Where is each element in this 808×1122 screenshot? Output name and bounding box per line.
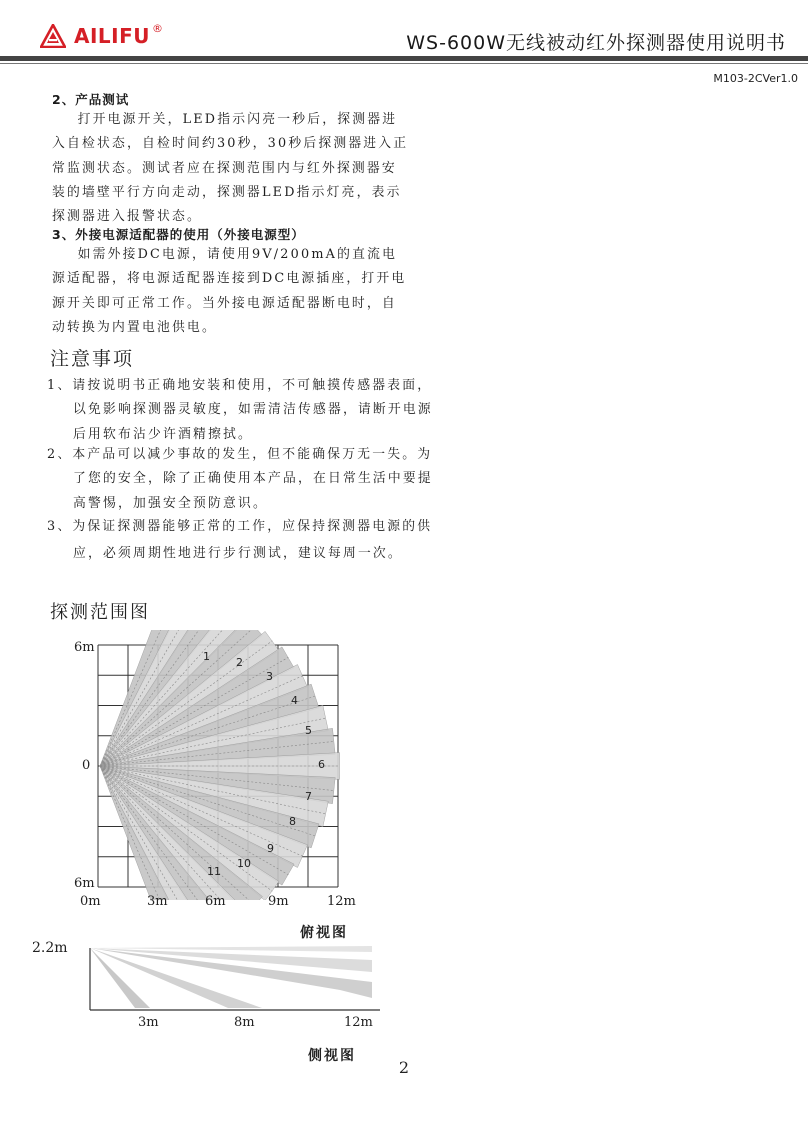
top-view-y-origin-label: 0 bbox=[82, 758, 91, 773]
note-item: 1、请按说明书正确地安装和使用，不可触摸传感器表面，以免影响探测器灵敏度，如需清洁传感器，请断开电源后用软布沾少许酒精擦拭。 bbox=[47, 378, 433, 442]
top-view-diagram bbox=[0, 630, 420, 900]
header-rule-thick bbox=[0, 56, 808, 61]
top-view-x-tick: 3m bbox=[147, 894, 168, 909]
brand-name: AILIFU bbox=[74, 24, 151, 48]
side-view-beams bbox=[90, 946, 380, 1010]
zone-label: 6 bbox=[318, 758, 325, 771]
top-view-caption: 俯视图 bbox=[300, 925, 348, 941]
brand-logo bbox=[40, 22, 163, 50]
side-view-height-label: 2.2m bbox=[32, 940, 68, 956]
top-view-y-bottom-label: 6m bbox=[74, 876, 95, 891]
zone-label: 10 bbox=[237, 857, 251, 870]
top-view-y-top-label: 6m bbox=[74, 640, 95, 655]
zone-label: 11 bbox=[207, 865, 221, 878]
registered-mark: ® bbox=[152, 21, 164, 35]
zone-label: 9 bbox=[267, 842, 274, 855]
side-view-x-tick: 8m bbox=[234, 1015, 255, 1030]
top-view-x-tick: 12m bbox=[327, 894, 356, 909]
zone-label: 7 bbox=[305, 790, 312, 803]
top-view-beams bbox=[100, 630, 340, 900]
top-view-x-tick: 0m bbox=[80, 894, 101, 909]
version-code: M103-2CVer1.0 bbox=[713, 72, 798, 85]
section-heading-product-test: 2、产品测试 bbox=[52, 92, 130, 107]
notes-title: 注意事项 bbox=[50, 348, 135, 370]
top-view-x-tick: 9m bbox=[268, 894, 289, 909]
brand-triangle-icon bbox=[40, 24, 66, 48]
note-item: 3、为保证探测器能够正常的工作，应保持探测器电源的供应，必须周期性地进行步行测试，建议每周一次。 bbox=[47, 519, 433, 561]
document-title: WS-600W无线被动红外探测器使用说明书 bbox=[406, 32, 786, 54]
zone-label: 2 bbox=[236, 656, 243, 669]
zone-label: 3 bbox=[266, 670, 273, 683]
side-beam bbox=[90, 948, 150, 1008]
side-view-x-tick: 3m bbox=[138, 1015, 159, 1030]
zone-label: 4 bbox=[291, 694, 298, 707]
section-body-power-adapter: 如需外接DC电源，请使用9V/200mA的直流电源适配器，将电源适配器连接到DC电源插座，打开电源开关即可正常工作。当外接电源适配器断电时，自动转换为内置电池供电。 bbox=[52, 247, 407, 335]
zone-label: 1 bbox=[203, 650, 210, 663]
section-body-product-test: 打开电源开关，LED指示闪亮一秒后，探测器进入自检状态，自检时间约30秒，30秒后探测器进入正常监测状态。测试者应在探测范围内与红外探测器安装的墙壁平行方向走动，探测器LED指示灯亮，表示探测器进入报警状态。 bbox=[52, 112, 409, 225]
note-item: 2、本产品可以减少事故的发生，但不能确保万无一失。为了您的安全，除了正确使用本产品，在日常生活中要提高警惕，加强安全预防意识。 bbox=[47, 447, 433, 511]
zone-label: 5 bbox=[305, 724, 312, 737]
range-diagram-title: 探测范围图 bbox=[50, 602, 150, 623]
zone-label: 8 bbox=[289, 815, 296, 828]
side-view-caption: 侧视图 bbox=[308, 1048, 356, 1064]
side-view-x-tick: 12m bbox=[344, 1015, 373, 1030]
top-view-x-tick: 6m bbox=[205, 894, 226, 909]
section-heading-power-adapter: 3、外接电源适配器的使用（外接电源型） bbox=[52, 227, 305, 242]
page-number: 2 bbox=[398, 1058, 410, 1077]
header-rule-thin bbox=[0, 63, 808, 64]
